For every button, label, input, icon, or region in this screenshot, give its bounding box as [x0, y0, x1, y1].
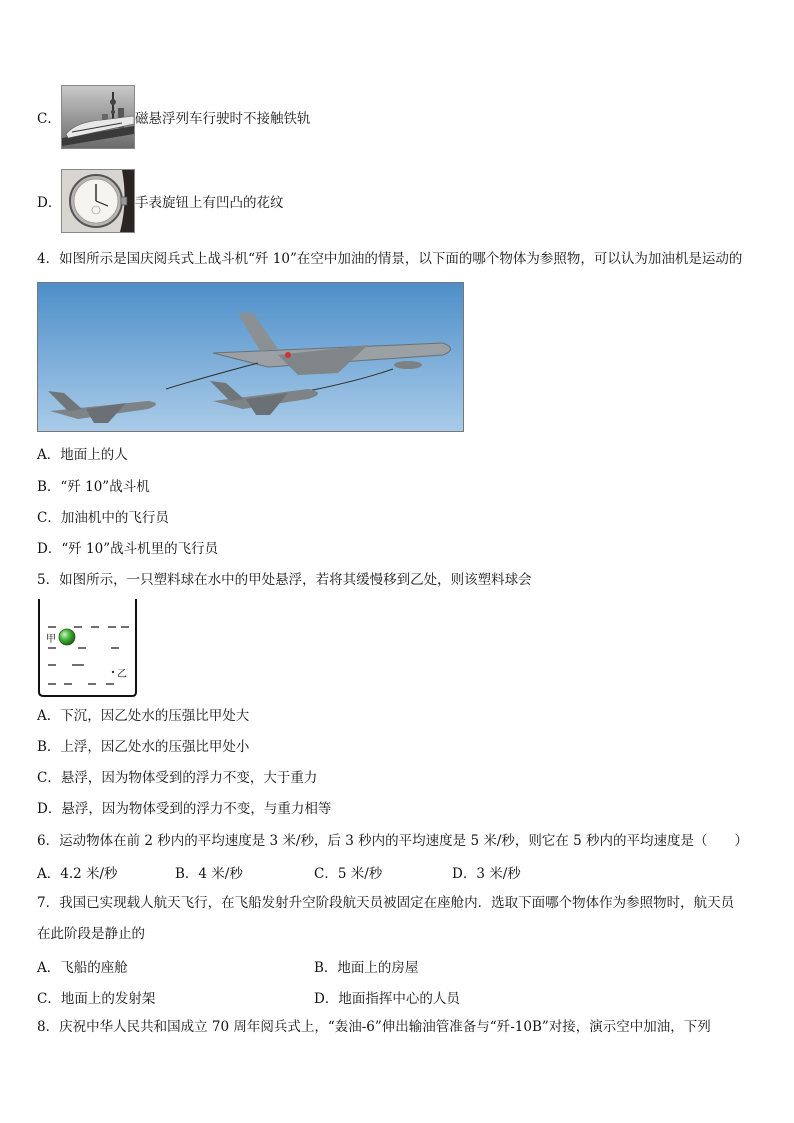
q4-option-a: A．地面上的人	[37, 447, 128, 463]
q5-option-a: A．下沉，因乙处水的压强比甲处大	[37, 708, 250, 724]
q7-stem-line1: 7．我国已实现载人航天飞行，在飞船发射升空阶段航天员被固定在座舱内．选取下面哪个物体作为参照物时，航天员	[37, 895, 735, 911]
q4-option-c: C．加油机中的飞行员	[37, 510, 169, 526]
q4-option-d: D．“歼 10”战斗机里的飞行员	[37, 541, 219, 557]
q4-option-b: B．“歼 10”战斗机	[37, 479, 150, 495]
option-letter: C．	[37, 111, 61, 127]
q5-option-b: B．上浮，因乙处水的压强比甲处小	[37, 739, 250, 755]
option-text: 磁悬浮列车行驶时不接触铁轨	[135, 111, 311, 127]
q3-option-d	[37, 169, 284, 233]
q6-stem: 6．运动物体在前 2 秒内的平均速度是 3 米/秒，后 3 秒内的平均速度是 5 米/秒，则它在 5 秒内的平均速度是（ ）	[37, 833, 749, 849]
q6-option-b: B．4 米/秒	[175, 866, 243, 882]
maglev-train-image	[61, 85, 135, 149]
option-letter: D．	[37, 195, 62, 211]
q8-stem: 8．庆祝中华人民共和国成立 70 周年阅兵式上，“轰油-6”伸出输油管准备与“歼-10B”对接，演示空中加油，下列	[37, 1019, 711, 1035]
q6-option-d: D．3 米/秒	[452, 866, 521, 882]
q6-option-a: A．4.2 米/秒	[37, 866, 118, 882]
aerial-refueling-image	[37, 282, 464, 432]
option-text: 手表旋钮上有凹凸的花纹	[135, 195, 284, 211]
q6-option-c: C．5 米/秒	[314, 866, 383, 882]
q7-stem-line2: 在此阶段是静止的	[37, 926, 145, 942]
q7-option-a: A．飞船的座舱	[37, 960, 128, 976]
wristwatch-image	[61, 169, 135, 233]
q5-option-d: D．悬浮，因为物体受到的浮力不变，与重力相等	[37, 801, 332, 817]
label-jia: 甲	[46, 634, 56, 645]
q7-option-b: B．地面上的房屋	[314, 960, 419, 976]
q7-option-d: D．地面指挥中心的人员	[314, 991, 460, 1007]
q5-stem: 5．如图所示，一只塑料球在水中的甲处悬浮，若将其缓慢移到乙处，则该塑料球会	[37, 572, 532, 588]
label-yi: 乙	[117, 669, 127, 680]
q3-option-c	[37, 85, 311, 149]
q4-stem: 4．如图所示是国庆阅兵式上战斗机“歼 10”在空中加油的情景，以下面的哪个物体为参照物，可以认为加油机是运动的	[37, 251, 743, 267]
q5-option-c: C．悬浮，因为物体受到的浮力不变，大于重力	[37, 770, 318, 786]
water-container-diagram	[36, 598, 140, 700]
q7-option-c: C．地面上的发射架	[37, 991, 156, 1007]
